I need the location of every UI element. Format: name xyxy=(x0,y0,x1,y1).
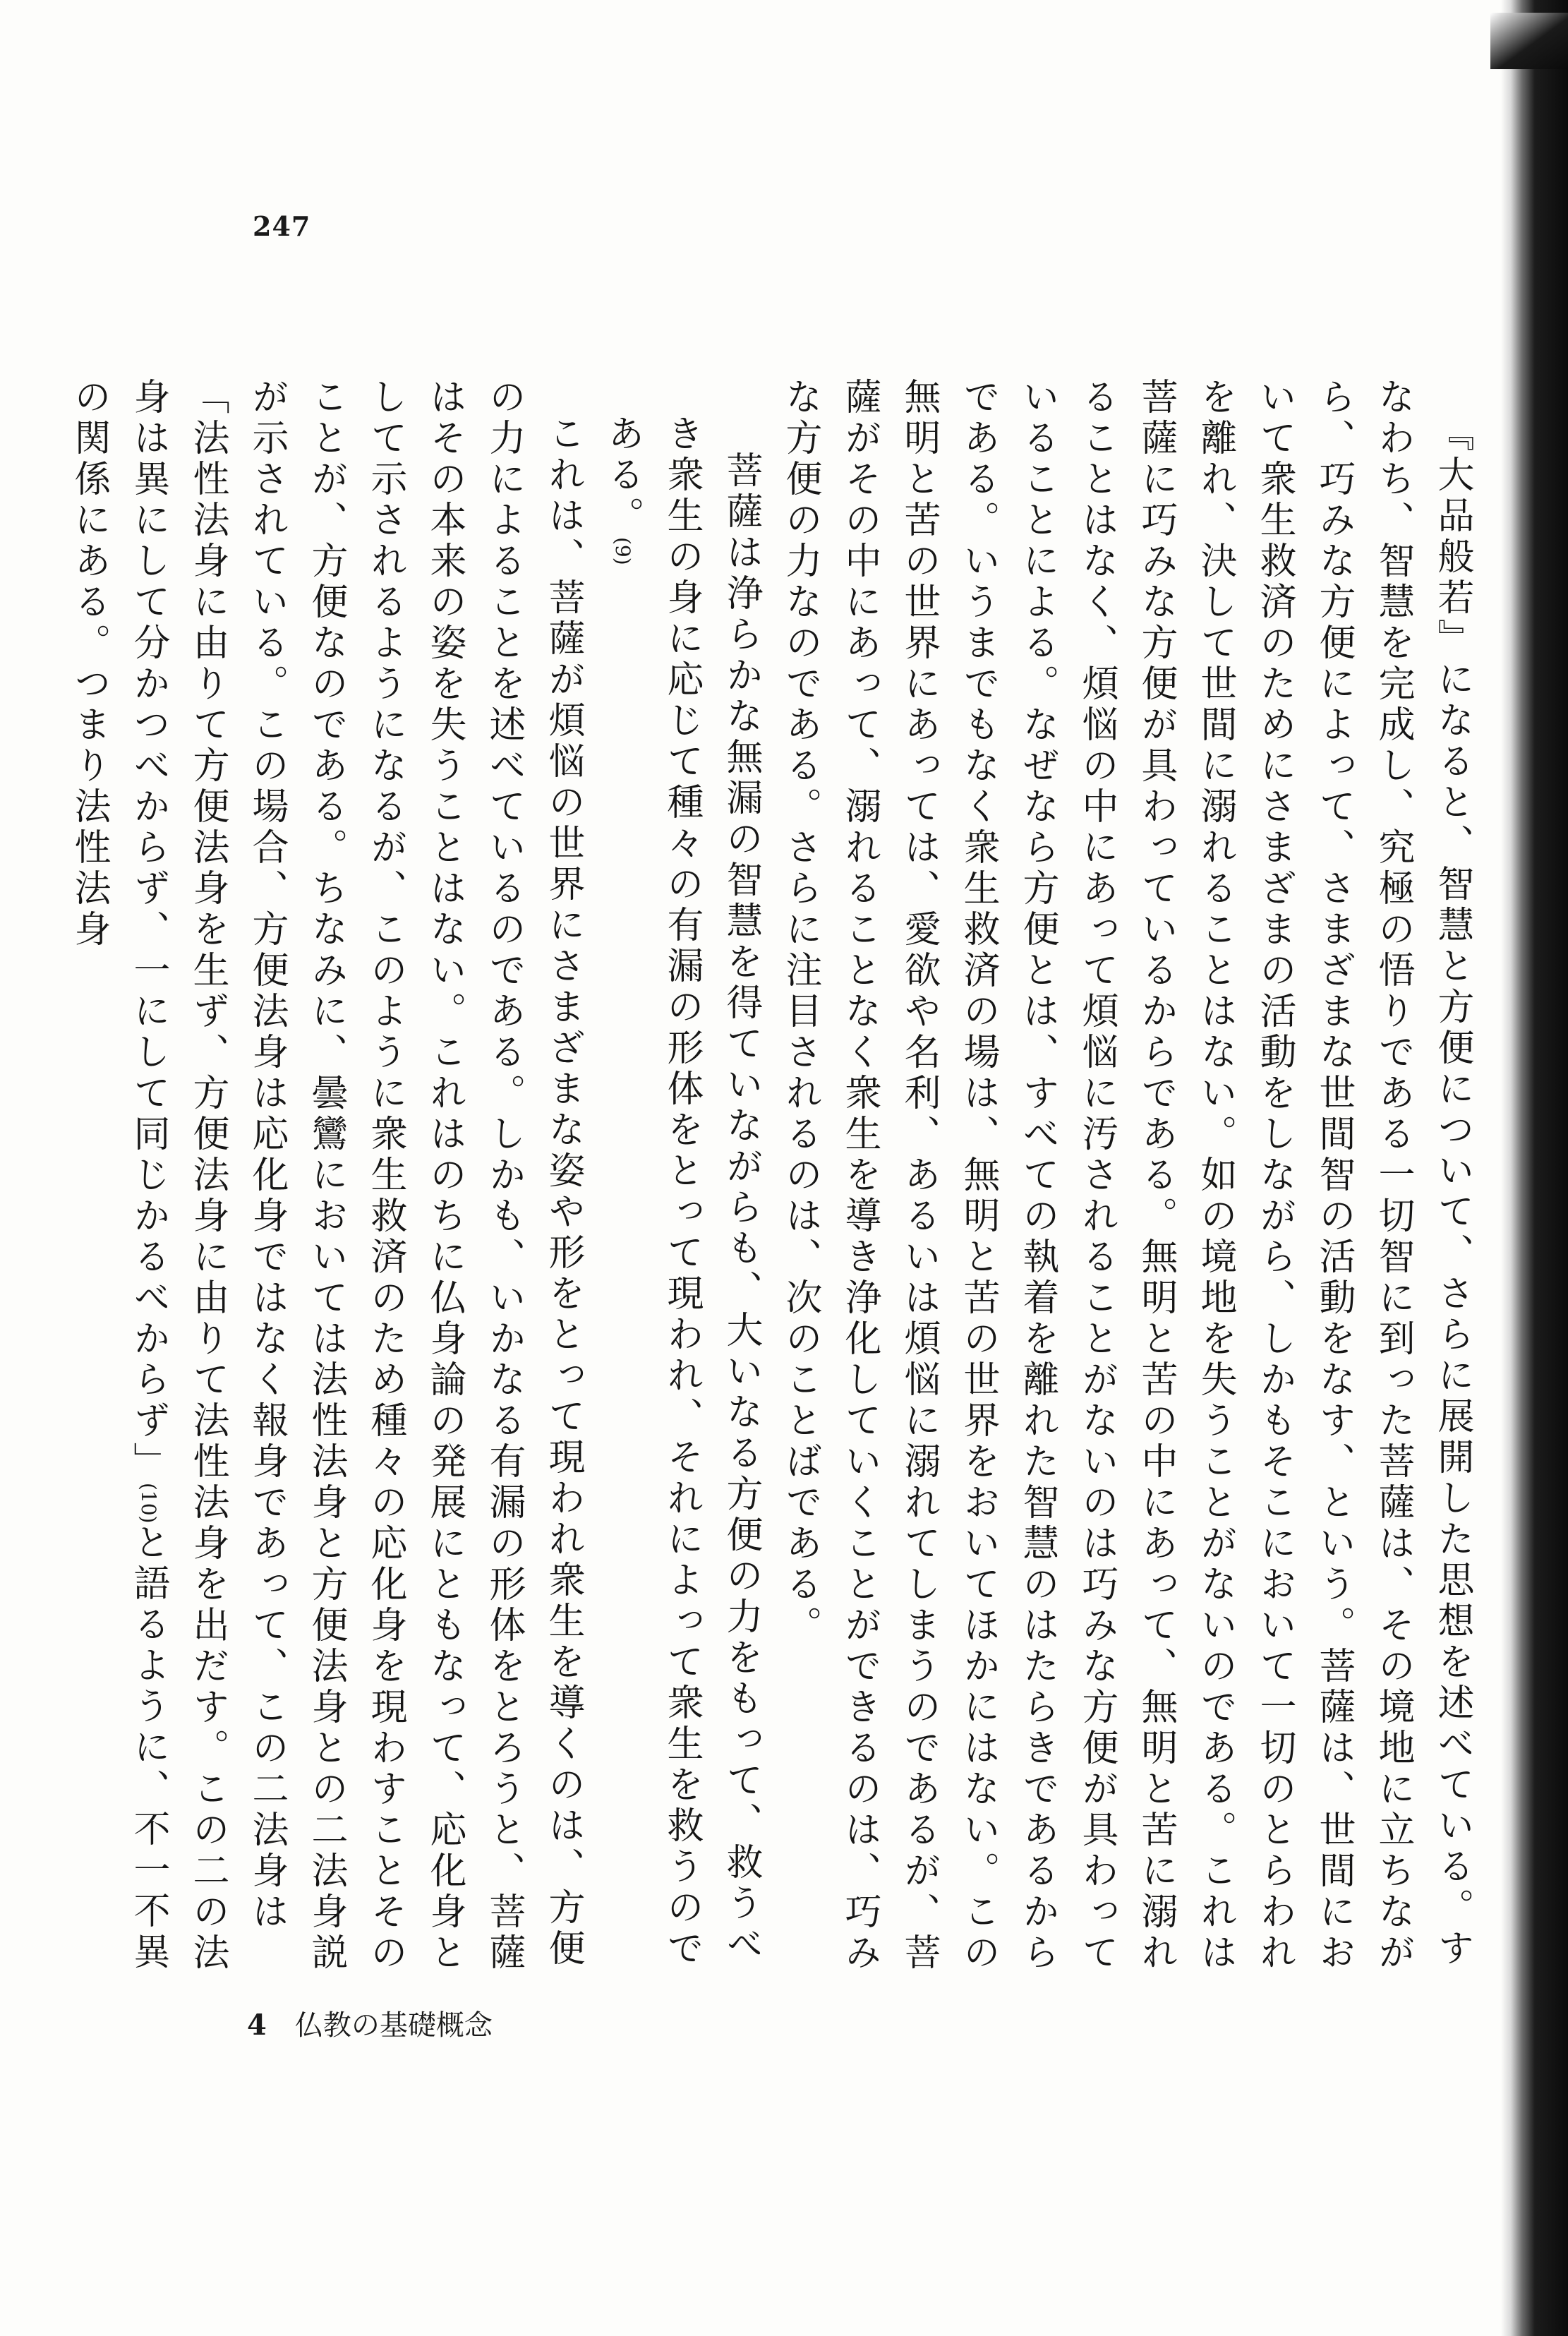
paragraph-3 xyxy=(59,378,593,1980)
paragraph-3-continuation: と語るように、不一不異の関係にある。つまり法性法身 xyxy=(68,378,169,1974)
scan-binding-edge xyxy=(1501,0,1568,2336)
footer-chapter-title: 仏教の基礎概念 xyxy=(294,2009,493,2042)
body-text xyxy=(68,378,1482,1980)
quoted-passage xyxy=(593,378,771,1980)
page-number: 247 xyxy=(253,210,311,242)
paragraph-3-text: これは、菩薩が煩悩の世界にさまざまな姿や形をとって現われ衆生を導くのは、方便の力によることを述べているのである。しかも、いかなる有漏の形体をとろうと、菩薩はその本来の姿を失うことはない。これはのちに仏身論の発展にともなって、応化身として示されるようになるが、このように衆生救済のため種々の応化身を現わすことそのことが、方便なのである。ちなみに、曇鸞においては法性法身と方便法身との二法身説が示されている。この場合、方便法身は応化身ではなく報身であって、この二法身は「法性法身に由りて方便法身を生ず、方便法身に由りて法性法身を出だす。この二の法身は異にして分かつべからず、一にして同じかるべからず」 xyxy=(127,378,584,1974)
footnote-marker-9: (9) xyxy=(611,537,634,565)
paragraph-1-text: 『大品般若』になると、智慧と方便について、さらに展開した思想を述べている。すなわち、智慧を完成し、究極の悟りである一切智に到った菩薩は、その境地に立ちながら、巧みな方便によって、さまざまな世間智の活動をなす、という。菩薩は、世間において衆生救済のためにさまざまの活動をしながら、しかもそこにおいて一切のとらわれを離れ、決して世間に溺れることはない。如の境地を失うことがないのである。これは菩薩に巧みな方便が具わっているからである。無明と苦の中にあって、無明と苦に溺れることはなく、煩悩の中にあって煩悩に汚されることがないのは巧みな方便が具わっていることによる。なぜなら方便とは、すべての執着を離れた智慧のはたらきであるからである。いうまでもなく衆生救済の場は、無明と苦の世界をおいてほかにはない。この無明と苦の世界にあっては、愛欲や名利、あるいは煩悩に溺れてしまうのであるが、菩薩がその中にあって、溺れることなく衆生を導き浄化していくことができるのは、巧みな方便の力なのである。さらに注目されるのは、次のことばである。 xyxy=(779,378,1473,1974)
paragraph-1 xyxy=(771,378,1482,1980)
footer-chapter-number: 4 xyxy=(247,2009,267,2042)
running-footer xyxy=(247,2003,493,2043)
quoted-passage-text: 菩薩は浄らかな無漏の智慧を得ていながらも、大いなる方便の力をもって、救うべき衆生の身に応じて種々の有漏の形体をとって現われ、それによって衆生を救うのである。 xyxy=(601,414,762,1970)
footnote-marker-10: (10) xyxy=(137,1483,160,1524)
scan-binding-corner xyxy=(1490,13,1568,69)
